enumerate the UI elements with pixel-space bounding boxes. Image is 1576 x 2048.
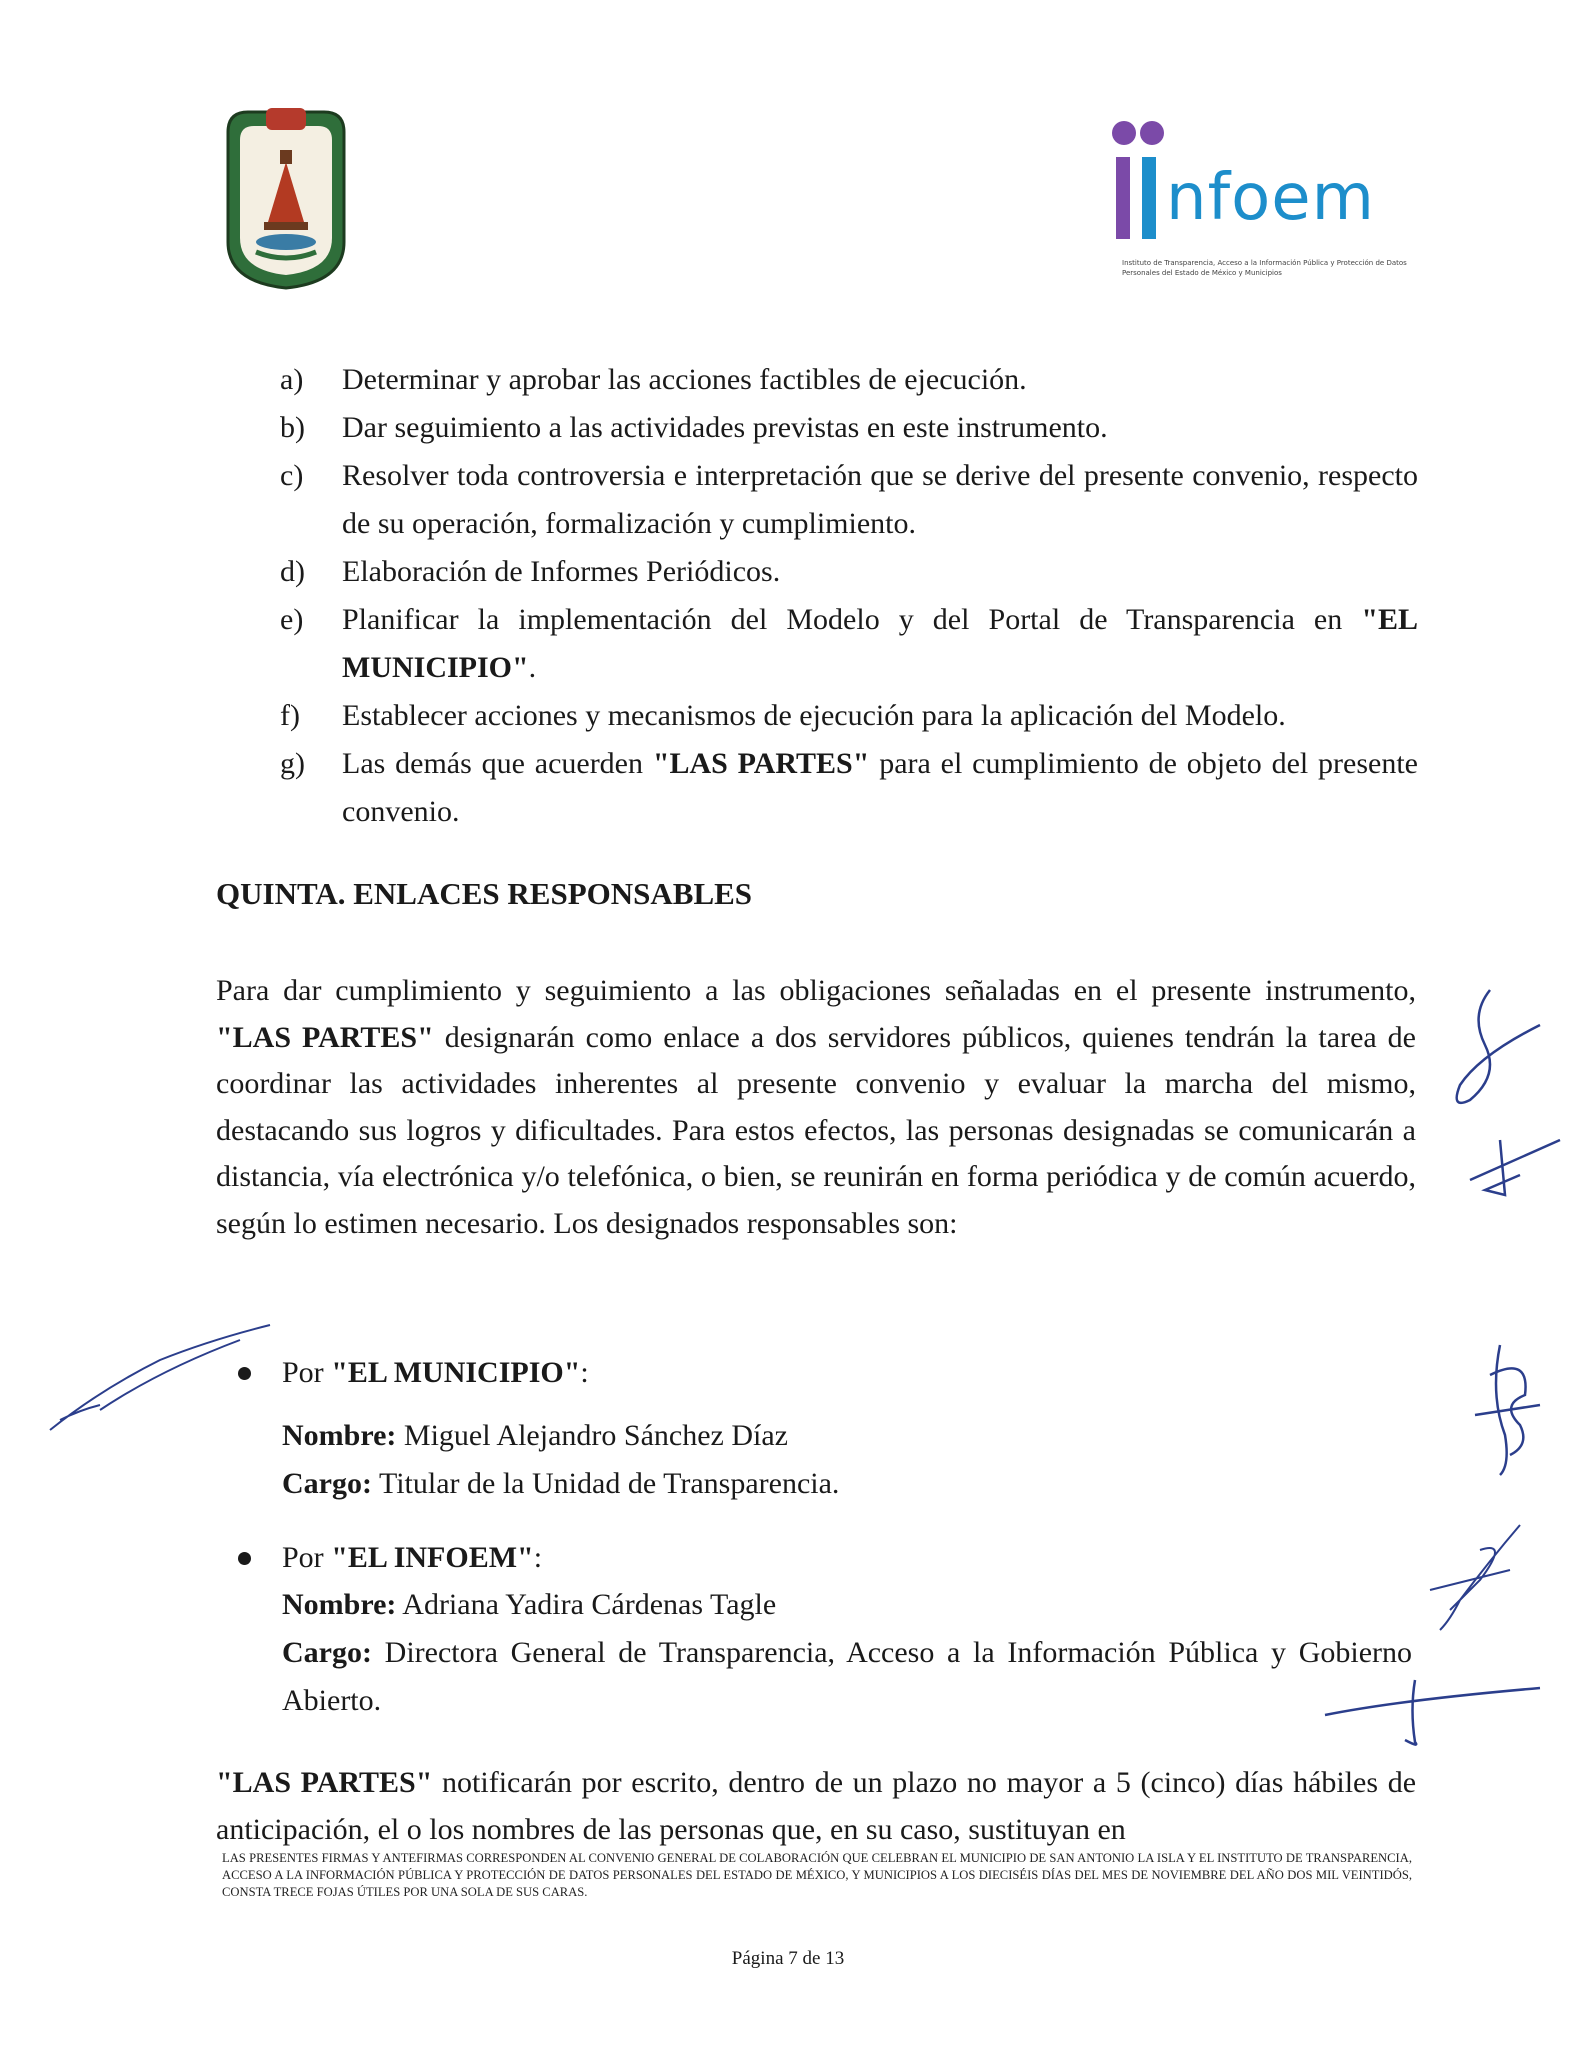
list-marker: d) (280, 555, 305, 588)
list-item: a) Determinar y aprobar las acciones factibles de ejecución. (280, 356, 1418, 404)
list-marker: g) (280, 747, 305, 780)
list-item: g) Las demás que acuerden "LAS PARTES" para el cumplimiento de objeto del presente convenio. (280, 740, 1418, 836)
list-marker: e) (280, 603, 304, 636)
list-marker: c) (280, 459, 304, 492)
list-item: f) Establecer acciones y mecanismos de ejecución para la aplicación del Modelo. (280, 692, 1418, 740)
list-item: c) Resolver toda controversia e interpretación que se derive del presente convenio, respecto de su operación, formalización y cumplimiento. (280, 452, 1418, 548)
signature-initial-3 (40, 1320, 280, 1435)
signature-initial-1 (1430, 985, 1550, 1115)
list-item: e) Planificar la implementación del Modelo y del Portal de Transparencia en "EL MUNICIPIO". (280, 596, 1418, 692)
list-marker: a) (280, 363, 304, 396)
functions-list (280, 356, 1418, 836)
contact-role: Cargo: Directora General de Transparencia, Acceso a la Información Pública y Gobierno Abierto. (282, 1636, 1413, 1717)
notification-paragraph: "LAS PARTES" notificarán por escrito, dentro de un plazo no mayor a 5 (cinco) días hábiles de anticipación, el o los nombres de las personas que, en su caso, sustituyan en (216, 1766, 1417, 1846)
page-number: Página 7 de 13 (731, 1948, 845, 1969)
contact-name: Nombre: Adriana Yadira Cárdenas Tagle (282, 1588, 777, 1621)
list-item: b) Dar seguimiento a las actividades previstas en este instrumento. (280, 404, 1418, 452)
infoem-subtitle: Instituto de Transparencia, Acceso a la Información Pública y Protección de Datos Personales del Estado de México y Municipios (1122, 259, 1407, 277)
liaison-paragraph: Para dar cumplimiento y seguimiento a las obligaciones señaladas en el presente instrumento, "LAS PARTES" designarán como enlace a dos servidores públicos, quienes tendrán la tarea de coordinar las actividades inherentes al presente convenio y evaluar la marcha del mismo, destacando sus logros y dificultades. Para estos efectos, las personas designadas se comunicarán a distancia, vía electrónica y/o telefónica, o bien, se reunirán en forma periódica y de común acuerdo, según lo estimen necesario. Los designados responsables son: (216, 974, 1416, 1240)
contact-party-line: Por "EL INFOEM": (238, 1535, 1418, 1581)
list-item: d) Elaboración de Informes Periódicos. (280, 548, 1418, 596)
list-marker: f) (280, 699, 300, 732)
bullet-icon (238, 1552, 251, 1565)
infoem-wordmark: nfoem (1166, 161, 1375, 235)
contact-infoem (238, 1535, 1418, 1725)
section-heading: QUINTA. ENLACES RESPONSABLES (216, 876, 753, 911)
signature-initial-6 (1320, 1670, 1550, 1750)
contact-party-line: Por "EL MUNICIPIO": (238, 1350, 1418, 1396)
signature-initial-4 (1470, 1335, 1550, 1485)
list-marker: b) (280, 411, 305, 444)
contact-role: Cargo: Titular de la Unidad de Transparencia. (282, 1467, 840, 1500)
footer-note: LAS PRESENTES FIRMAS Y ANTEFIRMAS CORRESPONDEN AL CONVENIO GENERAL DE COLABORACIÓN QUE CELEBRAN EL MUNICIPIO DE SAN ANTONIO LA ISLA Y EL INSTITUTO DE TRANSPARENCIA, ACCESO A LA INFORMACIÓN PÚBLICA Y PROTECCIÓN DE DATOS PERSONALES DEL ESTADO DE MÉXICO, Y MUNICIPIOS A LOS DIECISÉIS DÍAS DEL MES DE NOVIEMBRE DEL AÑO DOS MIL VEINTIDÓS, CONSTA TRECE FOJAS ÚTILES POR UNA SOLA DE SUS CARAS. (222, 1851, 1412, 1899)
contact-municipio (238, 1350, 1418, 1508)
signature-initial-5 (1420, 1520, 1540, 1640)
municipal-coat-of-arms-logo (216, 102, 356, 292)
infoem-logo (1110, 115, 1407, 285)
signature-initial-2 (1460, 1120, 1576, 1210)
contact-name: Nombre: Miguel Alejandro Sánchez Díaz (282, 1419, 788, 1452)
